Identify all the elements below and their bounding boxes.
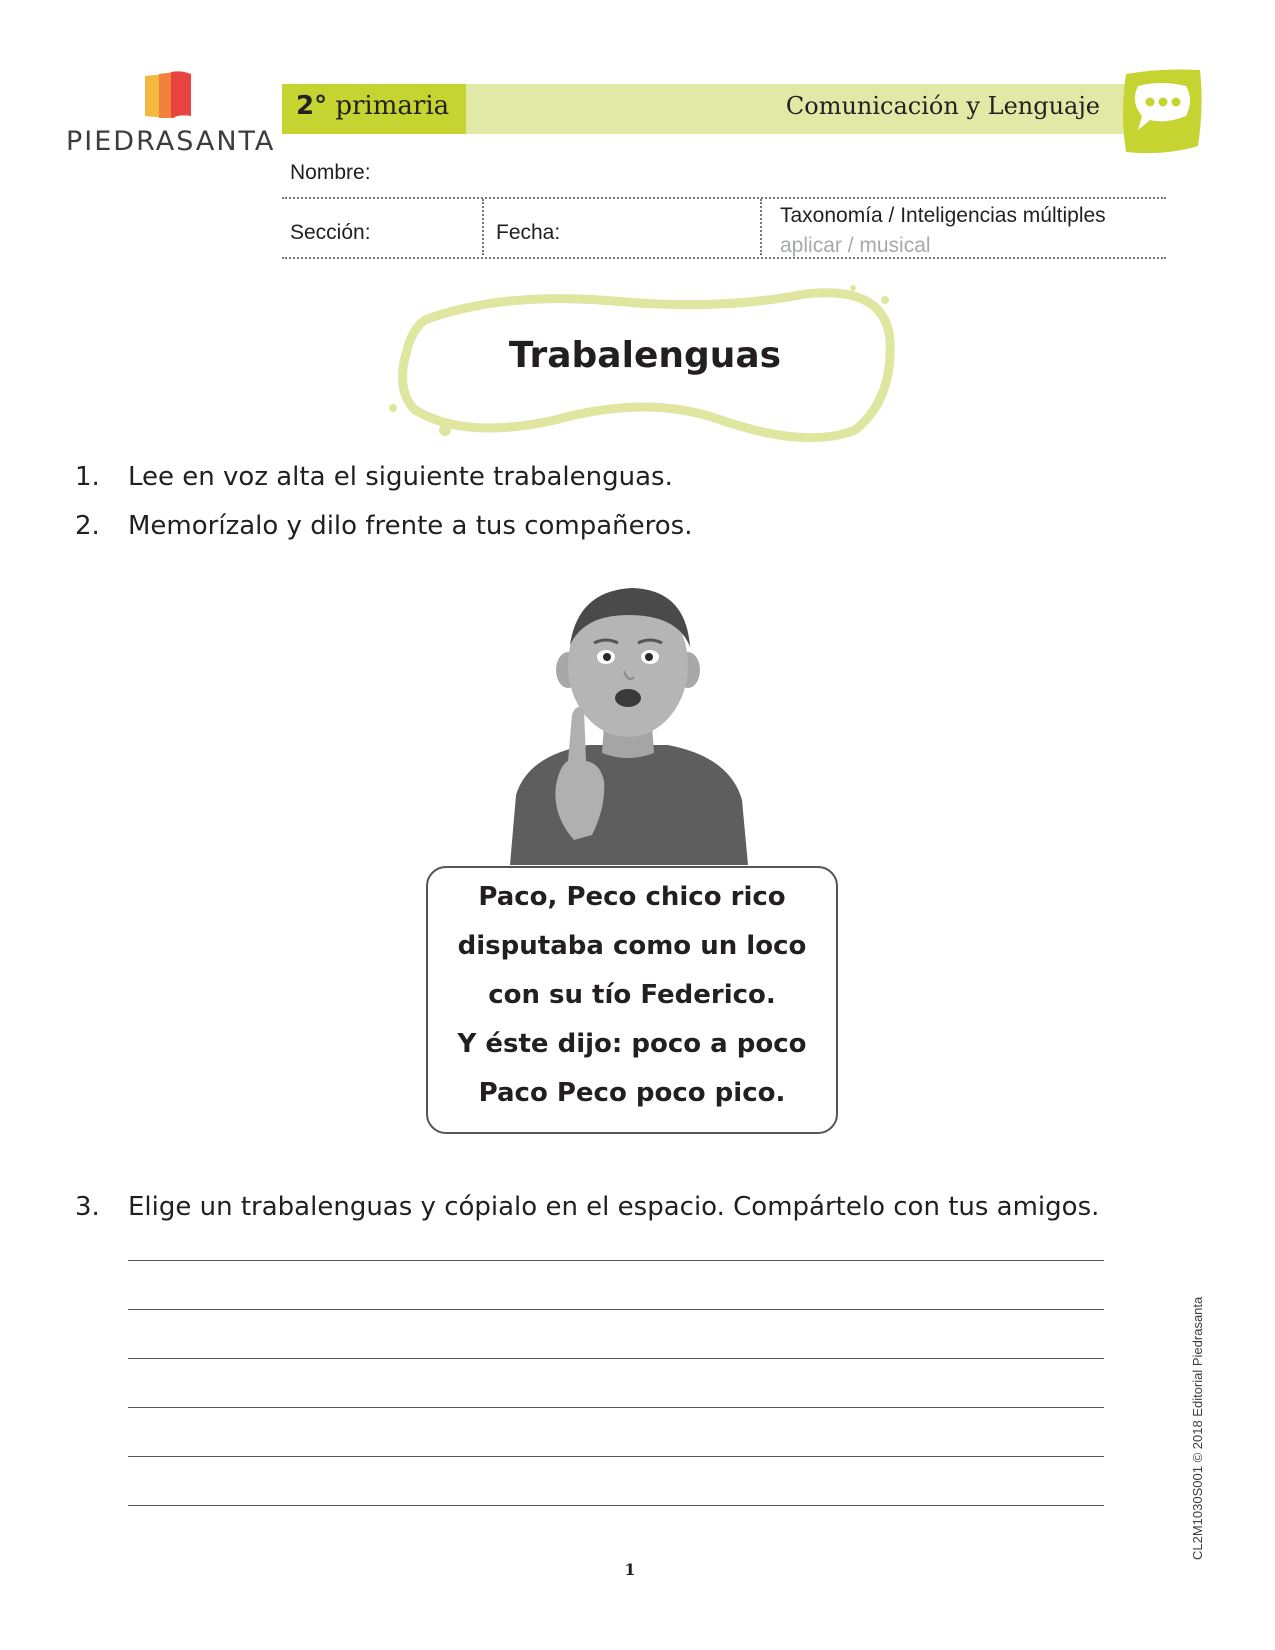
writing-line[interactable] xyxy=(128,1260,1104,1261)
writing-line[interactable] xyxy=(128,1456,1104,1457)
grade-label xyxy=(296,91,449,121)
grade-word: primaria xyxy=(335,91,450,121)
speech-bubble-icon xyxy=(1116,66,1206,162)
twister-line: Paco Peco poco pico. xyxy=(478,1078,786,1108)
twister-line: Paco, Peco chico rico xyxy=(478,882,786,912)
boy-photo xyxy=(508,585,748,865)
writing-line[interactable] xyxy=(128,1309,1104,1310)
writing-line[interactable] xyxy=(128,1358,1104,1359)
instruction-number: 2. xyxy=(75,511,100,541)
logo-wordmark: PIEDRASANTA xyxy=(66,126,276,157)
twister-line: Y éste dijo: poco a poco xyxy=(457,1029,807,1059)
fecha-label: Fecha: xyxy=(496,221,561,244)
instruction-text: Memorízalo y dilo frente a tus compañeros. xyxy=(128,511,693,541)
taxonomia-label: Taxonomía / Inteligencias múltiples xyxy=(780,204,1106,227)
divider xyxy=(282,257,1166,259)
divider xyxy=(482,199,484,255)
instruction-number: 3. xyxy=(75,1192,100,1222)
instruction-text: Elige un trabalenguas y cópialo en el espacio. Compártelo con tus amigos. xyxy=(128,1192,1100,1222)
instruction-number: 1. xyxy=(75,462,100,492)
page-number: 1 xyxy=(624,1560,636,1579)
writing-line[interactable] xyxy=(128,1407,1104,1408)
subject-title: Comunicación y Lenguaje xyxy=(785,92,1100,120)
twister-line: disputaba como un loco xyxy=(457,931,807,961)
instruction-text: Lee en voz alta el siguiente trabalenguas. xyxy=(128,462,673,492)
divider xyxy=(760,199,762,255)
nombre-label: Nombre: xyxy=(290,161,371,184)
divider xyxy=(282,197,1166,199)
tongue-twister-box xyxy=(426,866,838,1134)
twister-line: con su tío Federico. xyxy=(488,980,776,1010)
page-title: Trabalenguas xyxy=(508,335,782,376)
copyright-notice: CL2M1030S001 © 2018 Editorial Piedrasanta xyxy=(1190,1296,1205,1560)
grade-number: 2° xyxy=(296,91,328,121)
seccion-label: Sección: xyxy=(290,221,371,244)
piedrasanta-logo-icon xyxy=(143,70,195,122)
taxonomia-value: aplicar / musical xyxy=(780,234,931,257)
writing-line[interactable] xyxy=(128,1505,1104,1506)
